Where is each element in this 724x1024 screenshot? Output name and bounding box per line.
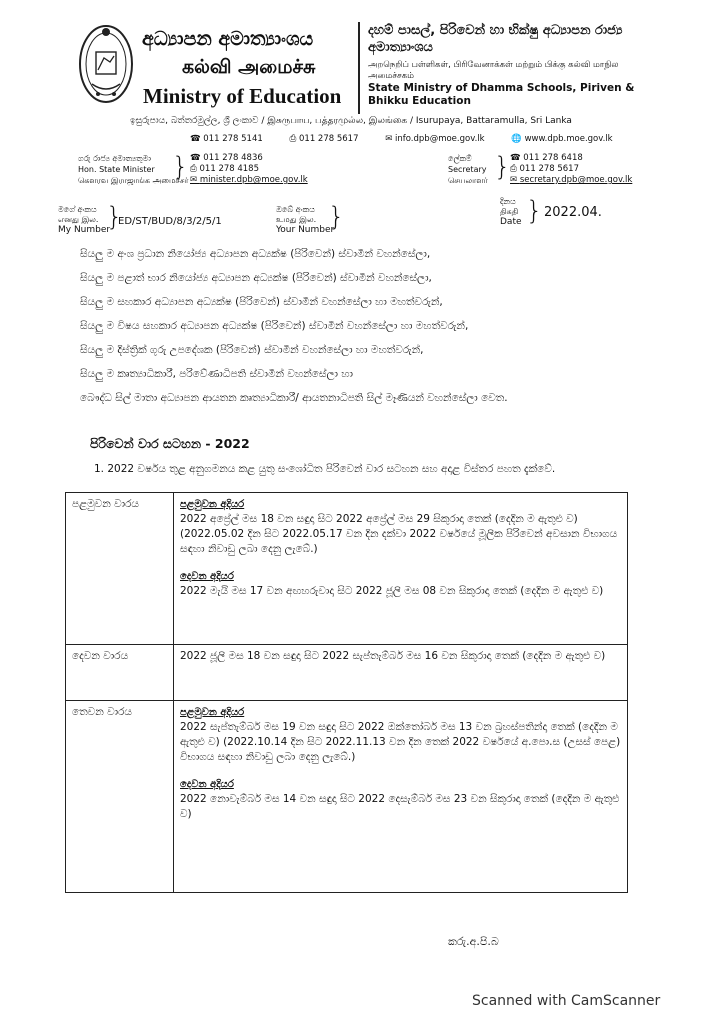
secretary-label-ta: செயலாளர்	[448, 176, 488, 185]
phone-item: ☎ 011 278 5141	[190, 134, 263, 144]
intro-paragraph: 1. 2022 වර්ෂය තුළ අනුගමනය කළ යුතු සංශෝධිත පිරිවෙන් වාර සටහන සහ අදාළ විස්තර පහත දැක්වේ.	[94, 463, 556, 475]
date-value: 2022.04.	[544, 205, 602, 220]
state-ministry-sinhala: දහම් පාසල්, පිරිවෙන් හා භික්ෂු අධ්‍යාපන රාජ්‍ය අමාත්‍යාංශය	[368, 23, 623, 55]
phone-number: 011 278 5141	[203, 134, 263, 144]
sri-lanka-emblem	[78, 22, 134, 106]
table-row	[66, 701, 628, 893]
addressee-line: සියලු ම අංශ ප්‍රධාන නියෝජ්‍ය අධ්‍යාපන අධ්‍යක්ෂ (පිරිවෙන්) ස්වාමීන් වහන්සේලා,	[80, 248, 431, 260]
my-number-label-ta: எனது இல.	[58, 215, 99, 224]
term-schedule-table	[65, 492, 628, 893]
my-number-label-en: My Number	[58, 225, 111, 235]
secretary-contacts: ☎ 011 278 6418 ⎙ 011 278 5617 ✉ secretary.dpb@moe.gov.lk	[510, 153, 633, 185]
web-item: 🌐 www.dpb.moe.gov.lk	[511, 134, 613, 144]
stage-heading: පළමුවන අදියර	[180, 499, 245, 510]
contact-bar	[190, 134, 637, 144]
your-number-label-en: Your Number	[276, 225, 335, 235]
date-label-en: Date	[500, 217, 522, 227]
table-row	[66, 645, 628, 701]
secretary-label-si: ලේකම්	[448, 154, 472, 163]
minister-email: minister.dpb@moe.gov.lk	[199, 175, 308, 185]
stage-text: 2022 නොවැම්බර් මස 14 වන සඳුදා සිට 2022 දෙසැම්බර් මස 23 වන සිකුරාදා තෙක් (දෙදින ම ඇතුළු ව)	[180, 793, 620, 820]
fax-item: ⎙ 011 278 5617	[289, 134, 359, 144]
your-number-label	[276, 205, 334, 235]
secretary-label	[448, 153, 488, 186]
signature-initials: කරු.අ.පි.බ	[448, 935, 499, 948]
date-label	[500, 197, 522, 227]
minister-label-si: ගරු රාජ්‍ය අමාත්‍යතුමා	[78, 154, 152, 163]
addressee-line: සියලු ම විෂය සහකාර අධ්‍යාපන අධ්‍යක්ෂ (පිරිවෙන්) ස්වාමීන් වහන්සේලා හා මහත්වරුන්,	[80, 320, 469, 332]
document-title: පිරිවෙන් වාර සටහන - 2022	[90, 436, 250, 451]
stage-text: 2022 සැප්තැම්බර් මස 19 වන සඳුදා සිට 2022 ඔක්තෝබර් මස 13 වන බ්‍රහස්පතින්දා තෙක් (දෙදින ම ඇතුළු ව) (2022.10.14 දින සිට 2022.11.13 වන දින තෙක් 2022 වර්ෂයේ අ.පො.ස (උසස් පෙළ) විභාගය සඳහා නිවාඩු ලබා දෙනු ලැබේ.)	[180, 721, 621, 763]
minister-label-en: Hon. State Minister	[78, 165, 155, 174]
minister-contacts: ☎ 011 278 4836 ⎙ 011 278 4185 ✉ minister.dpb@moe.gov.lk	[190, 153, 308, 185]
term-details: 2022 ජූලි මස 18 වන සඳුදා සිට 2022 සැප්තැම්බර් මස 16 වන සිකුරාදා තෙක් (දෙදින ම ඇතුළු ව)	[174, 645, 628, 701]
minister-phone: 011 278 4836	[203, 153, 263, 163]
secretary-fax: 011 278 5617	[519, 164, 579, 174]
state-ministry-english: State Ministry of Dhamma Schools, Piriven & Bhikku Education	[368, 82, 635, 107]
stage-heading: දෙවන අදියර	[180, 779, 234, 790]
your-number-label-ta: உமது இல.	[276, 215, 317, 224]
ministry-address: ඉසුරුපාය, බත්තරමුල්ල, ශ්‍රී ලංකාව / இசுருபாய, பத்தரமுல்ல, இலங்கை / Isurupaya, Battaramulla, Sri Lanka	[130, 116, 572, 126]
my-number-label-si: මගේ අංකය	[58, 205, 97, 214]
minister-brace: }	[172, 152, 189, 182]
email-address: info.dpb@moe.gov.lk	[395, 134, 485, 144]
ministry-name-sinhala: අධ්‍යාපන අමාත්‍යාංශය	[142, 28, 314, 50]
date-brace: }	[526, 196, 543, 226]
term-label: තෙවන වාරය	[66, 701, 174, 893]
your-number-label-si: ඔබේ අංකය	[276, 205, 315, 214]
email-item: ✉ info.dpb@moe.gov.lk	[385, 134, 485, 144]
minister-fax: 011 278 4185	[199, 164, 259, 174]
my-number-label	[58, 205, 110, 235]
addressee-line: සියලු ම දිස්ත්‍රික් ගුරු උපදේශක (පිරිවෙන්) ස්වාමීන් වහන්සේලා හා මහත්වරුන්,	[80, 344, 424, 356]
stage-text: 2022 අප්‍රේල් මස 18 වන සඳුදා සිට 2022 අප්‍රේල් මස 29 සිකුරාදා තෙක් (දෙදින ම ඇතුළු ව) (2022.05.02 දින සිට 2022.05.17 වන දින දක්වා 2022 වර්ෂයේ මූලික පිරිවෙන් අවසාන විභාගය සඳහා නිවාඩු ලබා දෙනු ලැබේ.)	[180, 513, 618, 555]
date-label-si: දිනය	[500, 197, 516, 206]
addressee-line: සියලු ම කෘත්‍යාධිකාරී, පරිවේණාධිපති ස්වාමීන් වහන්සේලා හා	[80, 368, 353, 380]
secretary-brace: }	[494, 152, 511, 182]
ministry-name-tamil: கல்வி அமைச்சு	[182, 56, 316, 78]
term-label: පළමුවන වාරය	[66, 493, 174, 645]
stage-heading: දෙවන අදියර	[180, 571, 234, 582]
secretary-label-en: Secretary	[448, 165, 487, 174]
addressee-line: සියලු ම සහකාර අධ්‍යාපන අධ්‍යක්ෂ (පිරිවෙන්) ස්වාමීන් වහන්සේලා හා මහත්වරුන්,	[80, 296, 443, 308]
addressee-line: සියලු ම පළාත් භාර නියෝජ්‍ය අධ්‍යාපන අධ්‍යක්ෂ (පිරිවෙන්) ස්වාමීන් වහන්සේලා,	[80, 272, 432, 284]
your-number-brace: }	[328, 202, 345, 232]
secretary-email: secretary.dpb@moe.gov.lk	[519, 175, 633, 185]
term-label: දෙවන වාරය	[66, 645, 174, 701]
term-details	[174, 701, 628, 893]
my-number-value: ED/ST/BUD/8/3/2/5/1	[118, 216, 222, 227]
minister-label-ta: கௌரவ இராஜாங்க அமைச்சர்	[78, 176, 189, 185]
addressee-line: බෞද්ධ සිල් මාතා අධ්‍යාපන ආයතන කෘත්‍යාධිකාරී/ ආයතනාධිපති සිල් මෑණියන් වහන්සේලා වෙත.	[80, 392, 508, 404]
term-details	[174, 493, 628, 645]
fax-number: 011 278 5617	[299, 134, 359, 144]
state-ministry-tamil: அறநெறிப் பள்ளிகள், பிரிவேனாக்கள் மற்றும் பிக்கு கல்வி மாநில அமைச்சகம்	[368, 60, 619, 81]
table-row	[66, 493, 628, 645]
header-divider	[358, 22, 360, 114]
secretary-phone: 011 278 6418	[523, 153, 583, 163]
web-address: www.dpb.moe.gov.lk	[524, 134, 613, 144]
camscanner-watermark: Scanned with CamScanner	[472, 993, 661, 1009]
ministry-name-english: Ministry of Education	[143, 84, 342, 108]
my-number-brace: }	[106, 202, 123, 232]
stage-heading: පළමුවන අදියර	[180, 707, 245, 718]
stage-text: 2022 මැයි මස 17 වන අඟහරුවාදා සිට 2022 ජූලි මස 08 වන සිකුරාදා තෙක් (දෙදින ම ඇතුළු ව)	[180, 585, 604, 597]
date-label-ta: திகதி	[500, 207, 519, 216]
